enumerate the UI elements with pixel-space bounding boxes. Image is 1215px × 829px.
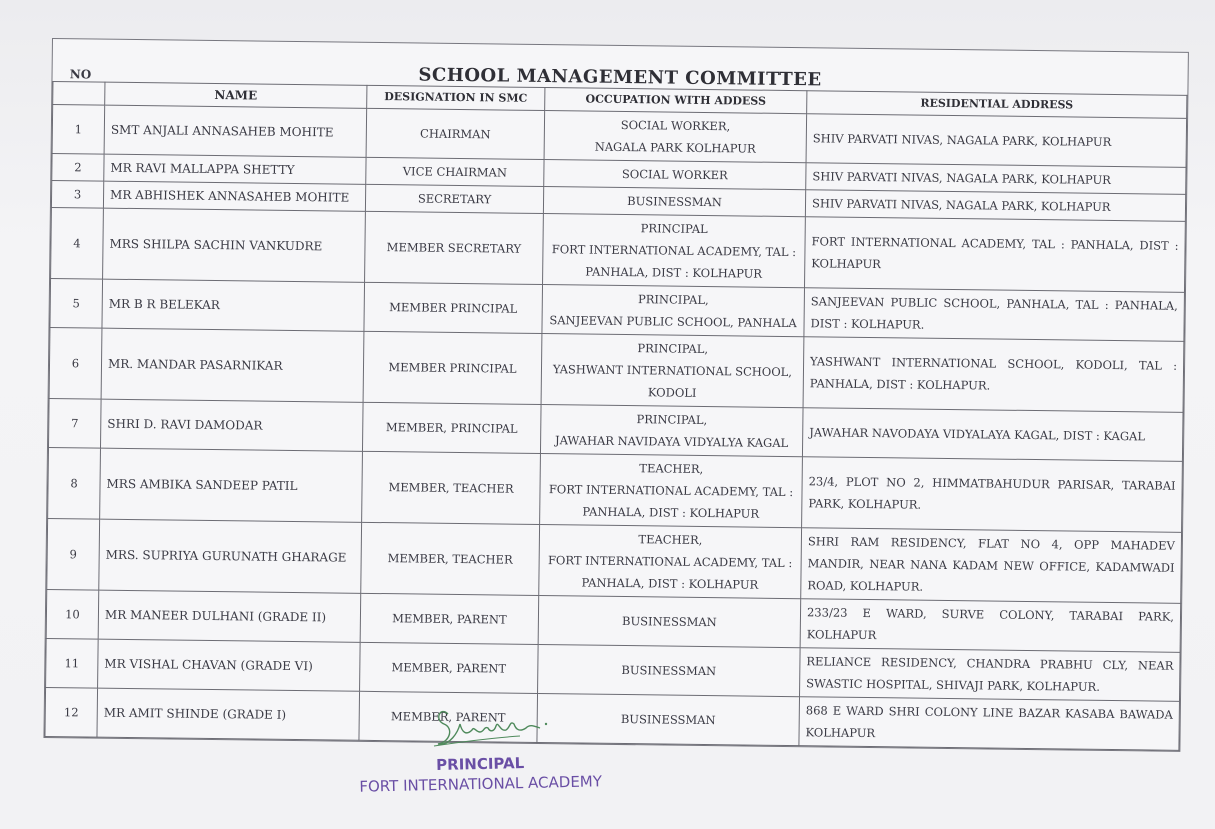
column-header-no: NO <box>69 67 92 82</box>
occupation-line: FORT INTERNATIONAL ACADEMY, TAL : <box>551 242 797 260</box>
designation: MEMBER, PARENT <box>360 642 539 693</box>
occupation <box>542 285 805 337</box>
column-header-occupation: OCCUPATION WITH ADDESS <box>545 88 807 114</box>
occupation-line: PRINCIPAL, <box>636 412 708 428</box>
designation: CHAIRMAN <box>366 108 545 159</box>
row-number: 7 <box>48 398 101 448</box>
residential-address: SANJEEVAN PUBLIC SCHOOL, PANHALA, TAL : PANHALA, DIST : KOLHAPUR. <box>804 288 1185 342</box>
member-name: MR AMIT SHINDE (GRADE I) <box>97 688 360 740</box>
designation: MEMBER, PARENT <box>360 593 539 644</box>
occupation <box>543 187 805 217</box>
row-number: 10 <box>46 589 99 639</box>
member-name: MR. MANDAR PASARNIKAR <box>101 328 364 402</box>
occupation <box>537 693 800 745</box>
designation: MEMBER PRINCIPAL <box>364 282 543 333</box>
occupation <box>540 453 803 527</box>
column-header-name: NAME <box>105 82 367 108</box>
column-header-designation: DESIGNATION IN SMC <box>367 85 545 110</box>
occupation-line: BUSINESSMAN <box>621 614 717 630</box>
member-name: MR ABHISHEK ANNASAHEB MOHITE <box>103 181 365 211</box>
designation: SECRETARY <box>365 184 543 213</box>
stamp-role: PRINCIPAL <box>435 754 525 774</box>
occupation-line: PANHALA, DIST : KOLHAPUR <box>585 264 763 281</box>
principal-stamp <box>330 752 630 796</box>
occupation-line: SOCIAL WORKER, <box>620 117 731 134</box>
column-header-address: RESIDENTIAL ADDRESS <box>807 91 1187 119</box>
residential-address: SHIV PARVATI NIVAS, NAGALA PARK, KOLHAPUR <box>806 163 1186 195</box>
designation: MEMBER, PRINCIPAL <box>362 402 541 453</box>
occupation <box>538 644 801 696</box>
occupation <box>544 160 806 190</box>
row-number: 8 <box>48 447 101 519</box>
residential-address: SHRI RAM RESIDENCY, FLAT NO 4, OPP MAHADEV MANDIR, NEAR NANA KADAM NEW OFFICE, KADAMWADI ROAD, KOLHAPUR. <box>801 528 1182 604</box>
row-number: 4 <box>51 208 104 280</box>
occupation <box>539 524 802 598</box>
occupation-line: PRINCIPAL, <box>637 292 709 308</box>
occupation <box>544 111 807 163</box>
residential-address: SHIV PARVATI NIVAS, NAGALA PARK, KOLHAPUR <box>805 190 1185 222</box>
residential-address: 23/4, PLOT NO 2, HIMMATBAHUDUR PARISAR, TARABAI PARK, KOLHAPUR. <box>802 457 1183 533</box>
occupation-line: PRINCIPAL, <box>637 341 709 357</box>
member-name: MRS. SUPRIYA GURUNATH GHARAGE <box>99 519 362 593</box>
occupation-line: KODOLI <box>647 385 697 400</box>
member-name: MR RAVI MALLAPPA SHETTY <box>104 154 366 184</box>
residential-address: 233/23 E WARD, SURVE COLONY, TARABAI PARK, KOLHAPUR <box>800 599 1181 653</box>
occupation-line: SOCIAL WORKER <box>621 166 728 183</box>
designation: MEMBER, PARENT <box>359 691 538 742</box>
occupation-line: SANJEEVAN PUBLIC SCHOOL, PANHALA <box>549 313 797 331</box>
designation: MEMBER, TEACHER <box>361 522 540 595</box>
designation: VICE CHAIRMAN <box>366 157 544 186</box>
designation: MEMBER PRINCIPAL <box>363 331 542 404</box>
row-number: 2 <box>52 154 104 182</box>
occupation-line: PANHALA, DIST : KOLHAPUR <box>582 504 760 521</box>
occupation <box>538 595 801 647</box>
row-number: 5 <box>50 279 103 329</box>
column-header-blank <box>53 82 105 106</box>
occupation <box>541 334 804 408</box>
table-body <box>45 105 1187 751</box>
member-name: MR B R BELEKAR <box>102 279 365 331</box>
row-number: 6 <box>49 327 102 399</box>
residential-address: SHIV PARVATI NIVAS, NAGALA PARK, KOLHAPUR <box>806 114 1187 168</box>
principal-signature <box>430 702 560 752</box>
member-name: SHRI D. RAVI DAMODAR <box>100 399 363 451</box>
occupation-line: FORT INTERNATIONAL ACADEMY, TAL : <box>548 482 794 500</box>
document-title: SCHOOL MANAGEMENT COMMITTEE <box>418 64 822 91</box>
residential-address: RELIANCE RESIDENCY, CHANDRA PRABHU CLY, NEAR SWASTIC HOSPITAL, SHIVAJI PARK, KOLHAPUR. <box>800 648 1181 702</box>
residential-address: YASHWANT INTERNATIONAL SCHOOL, KODOLI, TAL : PANHALA, DIST : KOLHAPUR. <box>803 337 1184 413</box>
member-name: MRS SHILPA SACHIN VANKUDRE <box>103 208 366 282</box>
occupation-line: TEACHER, <box>638 532 703 547</box>
residential-address: JAWAHAR NAVODAYA VIDYALAYA KAGAL, DIST : KAGAL <box>802 408 1183 462</box>
occupation-line: FORT INTERNATIONAL ACADEMY, TAL : <box>547 553 793 571</box>
row-number: 12 <box>45 687 98 737</box>
occupation-line: TEACHER, <box>639 461 704 476</box>
row-number: 3 <box>51 181 103 209</box>
member-name: SMT ANJALI ANNASAHEB MOHITE <box>104 105 367 157</box>
row-number: 11 <box>46 638 99 688</box>
occupation <box>540 405 803 457</box>
occupation-line: BUSINESSMAN <box>621 663 717 679</box>
occupation-line: NAGALA PARK KOLHAPUR <box>594 139 756 156</box>
row-number: 9 <box>47 518 100 590</box>
member-name: MR VISHAL CHAVAN (GRADE VI) <box>98 639 361 691</box>
smc-table-frame <box>43 38 1188 752</box>
occupation-line: PRINCIPAL <box>640 221 708 237</box>
designation: MEMBER SECRETARY <box>365 211 544 284</box>
member-name: MRS AMBIKA SANDEEP PATIL <box>100 448 363 522</box>
row-number: 1 <box>52 105 105 155</box>
residential-address: 868 E WARD SHRI COLONY LINE BAZAR KASABA BAWADA KOLHAPUR <box>799 697 1180 751</box>
occupation-line: JAWAHAR NAVIDAYA VIDYALYA KAGAL <box>554 433 789 451</box>
occupation-line: YASHWANT INTERNATIONAL SCHOOL, <box>552 362 793 380</box>
occupation <box>543 214 806 288</box>
occupation-line: PANHALA, DIST : KOLHAPUR <box>581 575 759 592</box>
occupation-line: BUSINESSMAN <box>620 712 716 728</box>
smc-table <box>44 81 1187 751</box>
member-name: MR MANEER DULHANI (GRADE II) <box>98 590 361 642</box>
designation: MEMBER, TEACHER <box>362 451 541 524</box>
residential-address: FORT INTERNATIONAL ACADEMY, TAL : PANHALA, DIST : KOLHAPUR <box>805 217 1186 293</box>
stamp-school: FORT INTERNATIONAL ACADEMY <box>359 772 603 796</box>
occupation-line: BUSINESSMAN <box>627 194 722 210</box>
